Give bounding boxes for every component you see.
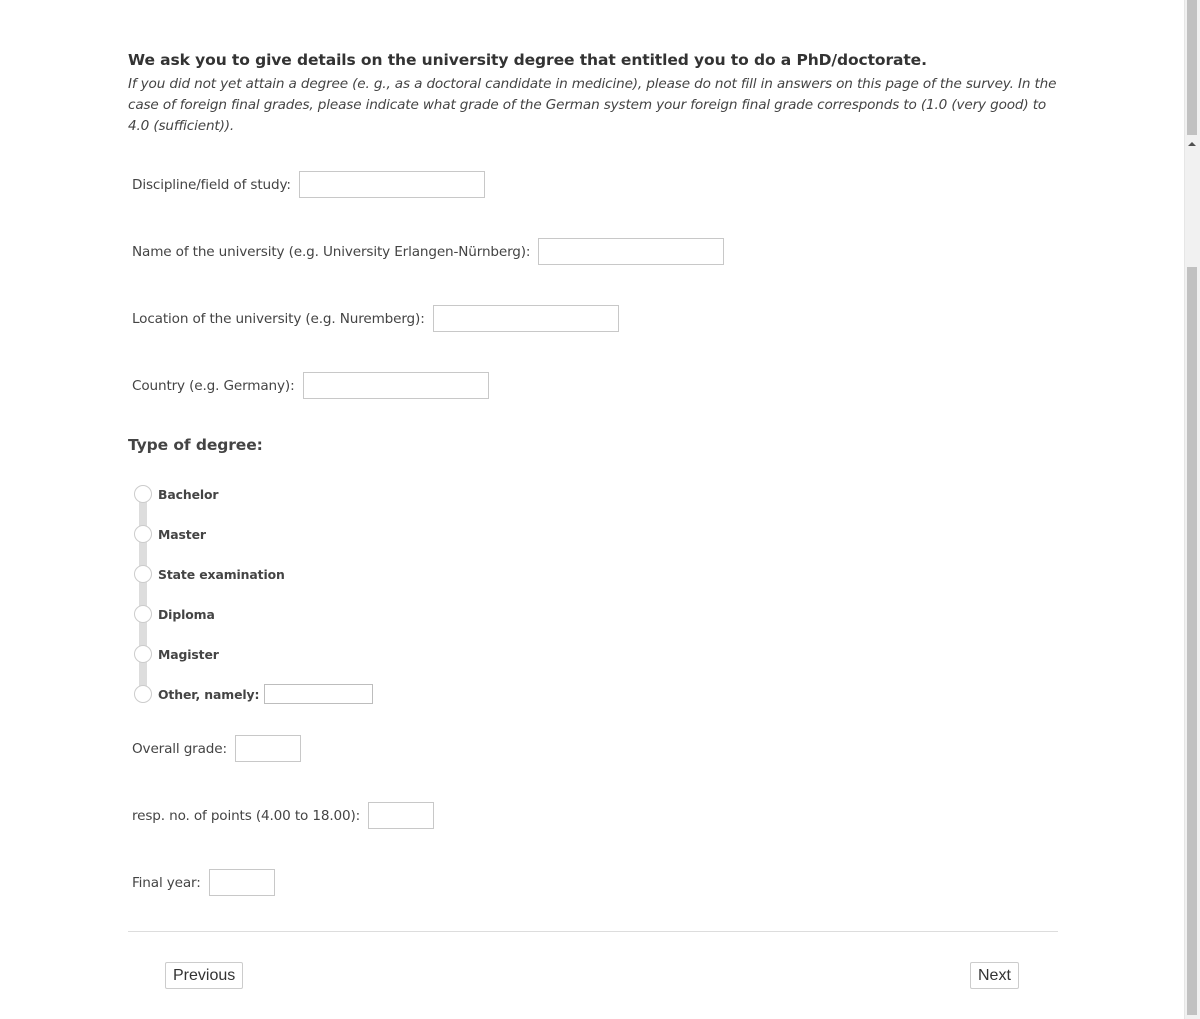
grade-label: Overall grade: [132,740,227,757]
degree-option-label: Magister [158,646,219,662]
degree-option-label: Bachelor [158,486,219,502]
question-instructions: If you did not yet attain a degree (e. g., as a doctoral candidate in medicine), please do not fill in answers on this page of the survey. In the case of foreign final grades, please indicate what grade of the German system your foreign final grade corresponds to (1.0 (very good) to 4.0 (sufficient)). [128,76,1057,134]
vertical-scrollbar[interactable] [1184,0,1200,1019]
degree-option-label: Diploma [158,606,215,622]
degree-option-label: State examination [158,566,285,582]
points-label: resp. no. of points (4.00 to 18.00): [132,807,361,824]
other-degree-input[interactable] [264,684,373,704]
radio-button[interactable] [134,605,152,623]
university-label: Name of the university (e.g. University Erlangen-Nürnberg): [132,243,531,260]
final-year-row [132,869,275,896]
discipline-row [132,171,485,198]
scroll-up-arrow-icon[interactable] [1188,142,1196,146]
radio-button[interactable] [134,565,152,583]
location-label: Location of the university (e.g. Nuremberg): [132,310,425,327]
university-row [132,238,724,265]
degree-type-title: Type of degree: [128,436,263,454]
discipline-label: Discipline/field of study: [132,176,291,193]
country-label: Country (e.g. Germany): [132,377,295,394]
degree-option-label: Master [158,526,206,542]
previous-button[interactable]: Previous [165,962,243,989]
radio-button[interactable] [134,645,152,663]
radio-button[interactable] [134,525,152,543]
discipline-input[interactable] [299,171,485,198]
degree-option-state-examination[interactable] [134,565,285,583]
degree-option-other[interactable] [134,684,373,704]
final-year-label: Final year: [132,874,201,891]
next-button[interactable]: Next [970,962,1019,989]
question-title: We ask you to give details on the university degree that entitled you to do a PhD/doctorate. [128,51,927,69]
country-input[interactable] [303,372,489,399]
degree-option-bachelor[interactable] [134,485,218,503]
radio-button[interactable] [134,685,152,703]
form-divider [128,931,1058,932]
radio-button[interactable] [134,485,152,503]
degree-option-diploma[interactable] [134,605,215,623]
degree-option-magister[interactable] [134,645,219,663]
grade-input[interactable] [235,735,301,762]
points-row [132,802,434,829]
final-year-input[interactable] [209,869,275,896]
degree-option-label: Other, namely: [158,686,260,702]
university-input[interactable] [538,238,724,265]
location-input[interactable] [433,305,619,332]
degree-option-master[interactable] [134,525,206,543]
grade-row [132,735,301,762]
points-input[interactable] [368,802,434,829]
country-row [132,372,489,399]
scrollbar-thumb[interactable] [1187,267,1197,1015]
location-row [132,305,619,332]
scrollbar-thumb-upper[interactable] [1187,0,1197,135]
